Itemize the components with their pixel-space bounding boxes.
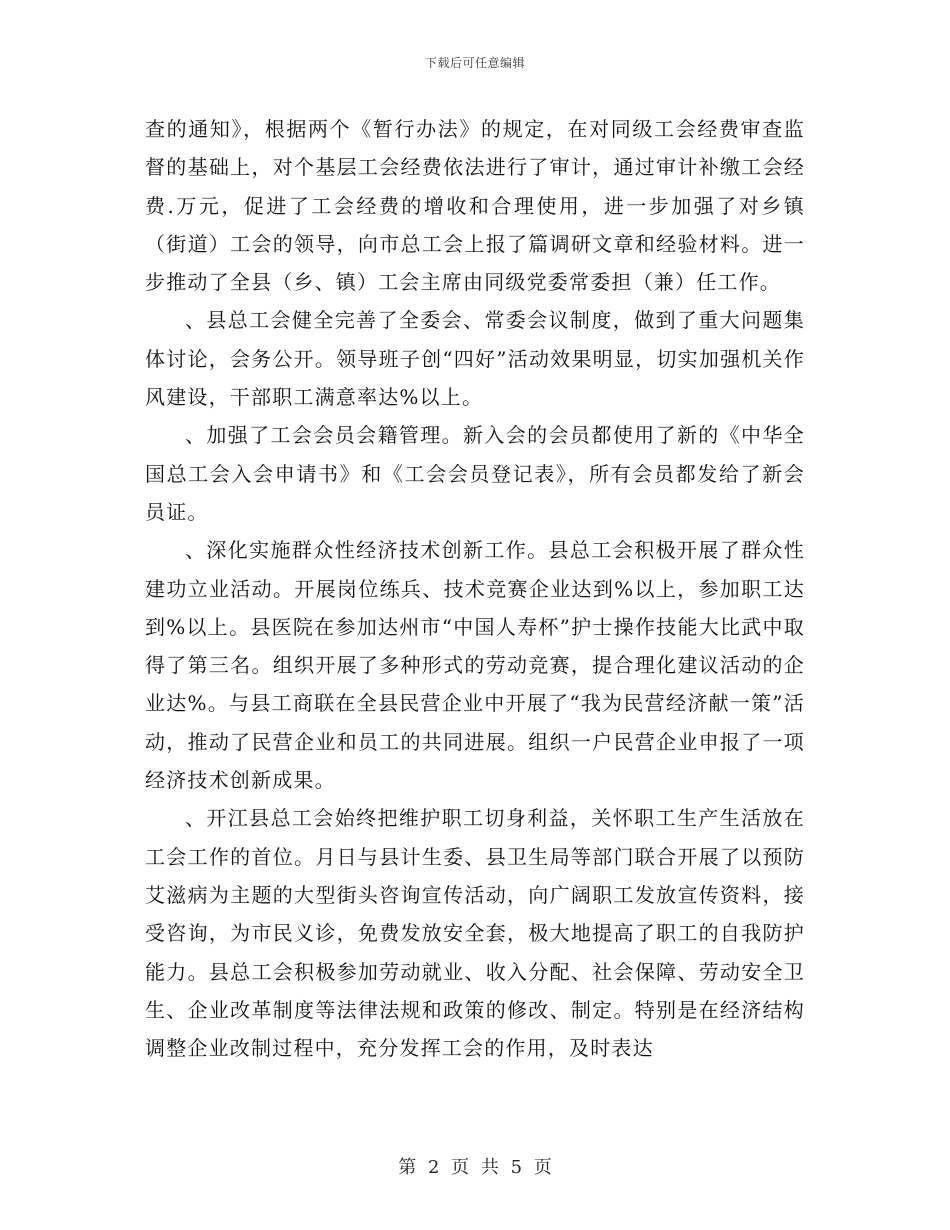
page-number-footer: 第 2 页 共 5 页: [398, 1157, 552, 1178]
page-header: 下载后可任意编辑: [424, 56, 525, 70]
paragraph-1: 查的通知》，根据两个《暂行办法》的规定，在对同级工会经费审查监督的基础上，对个基层工会经费依法进行了审计，通过审计补缴工会经费.万元，促进了工会经费的增收和合理使用，进一步加强了对乡镇（街道）工会的领导，向市总工会上报了篇调研文章和经验材料。进一步推动了全县（乡、镇）工会主席由同级党委常委担（兼）任工作。: [145, 117, 805, 295]
paragraph-5: 、开江县总工会始终把维护职工切身利益，关怀职工生产生活放在工会工作的首位。月日与县计生委、县卫生局等部门联合开展了以预防艾滋病为主题的大型街头咨询宣传活动，向广阔职工发放宣传资料，接受咨询，为市民义诊，免费发放安全套，极大地提高了职工的自我防护能力。县总工会积极参加劳动就业、收入分配、社会保障、劳动安全卫生、企业改革制度等法律法规和政策的修改、制定。特别是在经济结构调整企业改制过程中，充分发挥工会的作用，及时表达: [145, 806, 805, 1061]
document-body: [145, 110, 805, 1067]
paragraph-3: 、加强了工会会员会籍管理。新入会的会员都使用了新的《中华全国总工会入会申请书》和《工会会员登记表》，所有会员都发给了新会员证。: [145, 423, 805, 524]
paragraph-4: 、深化实施群众性经济技术创新工作。县总工会积极开展了群众性建功立业活动。开展岗位练兵、技术竞赛企业达到%以上，参加职工达到%以上。县医院在参加达州市“中国人寿杯”护士操作技能大比武中取得了第三名。组织开展了多种形式的劳动竞赛，提合理化建议活动的企业达%。与县工商联在全县民营企业中开展了“我为民营经济献一策”活动，推动了民营企业和员工的共同进展。组织一户民营企业申报了一项经济技术创新成果。: [145, 538, 805, 793]
paragraph-2: 、县总工会健全完善了全委会、常委会议制度，做到了重大问题集体讨论，会务公开。领导班子创“四好”活动效果明显，切实加强机关作风建设，干部职工满意率达%以上。: [145, 308, 805, 410]
